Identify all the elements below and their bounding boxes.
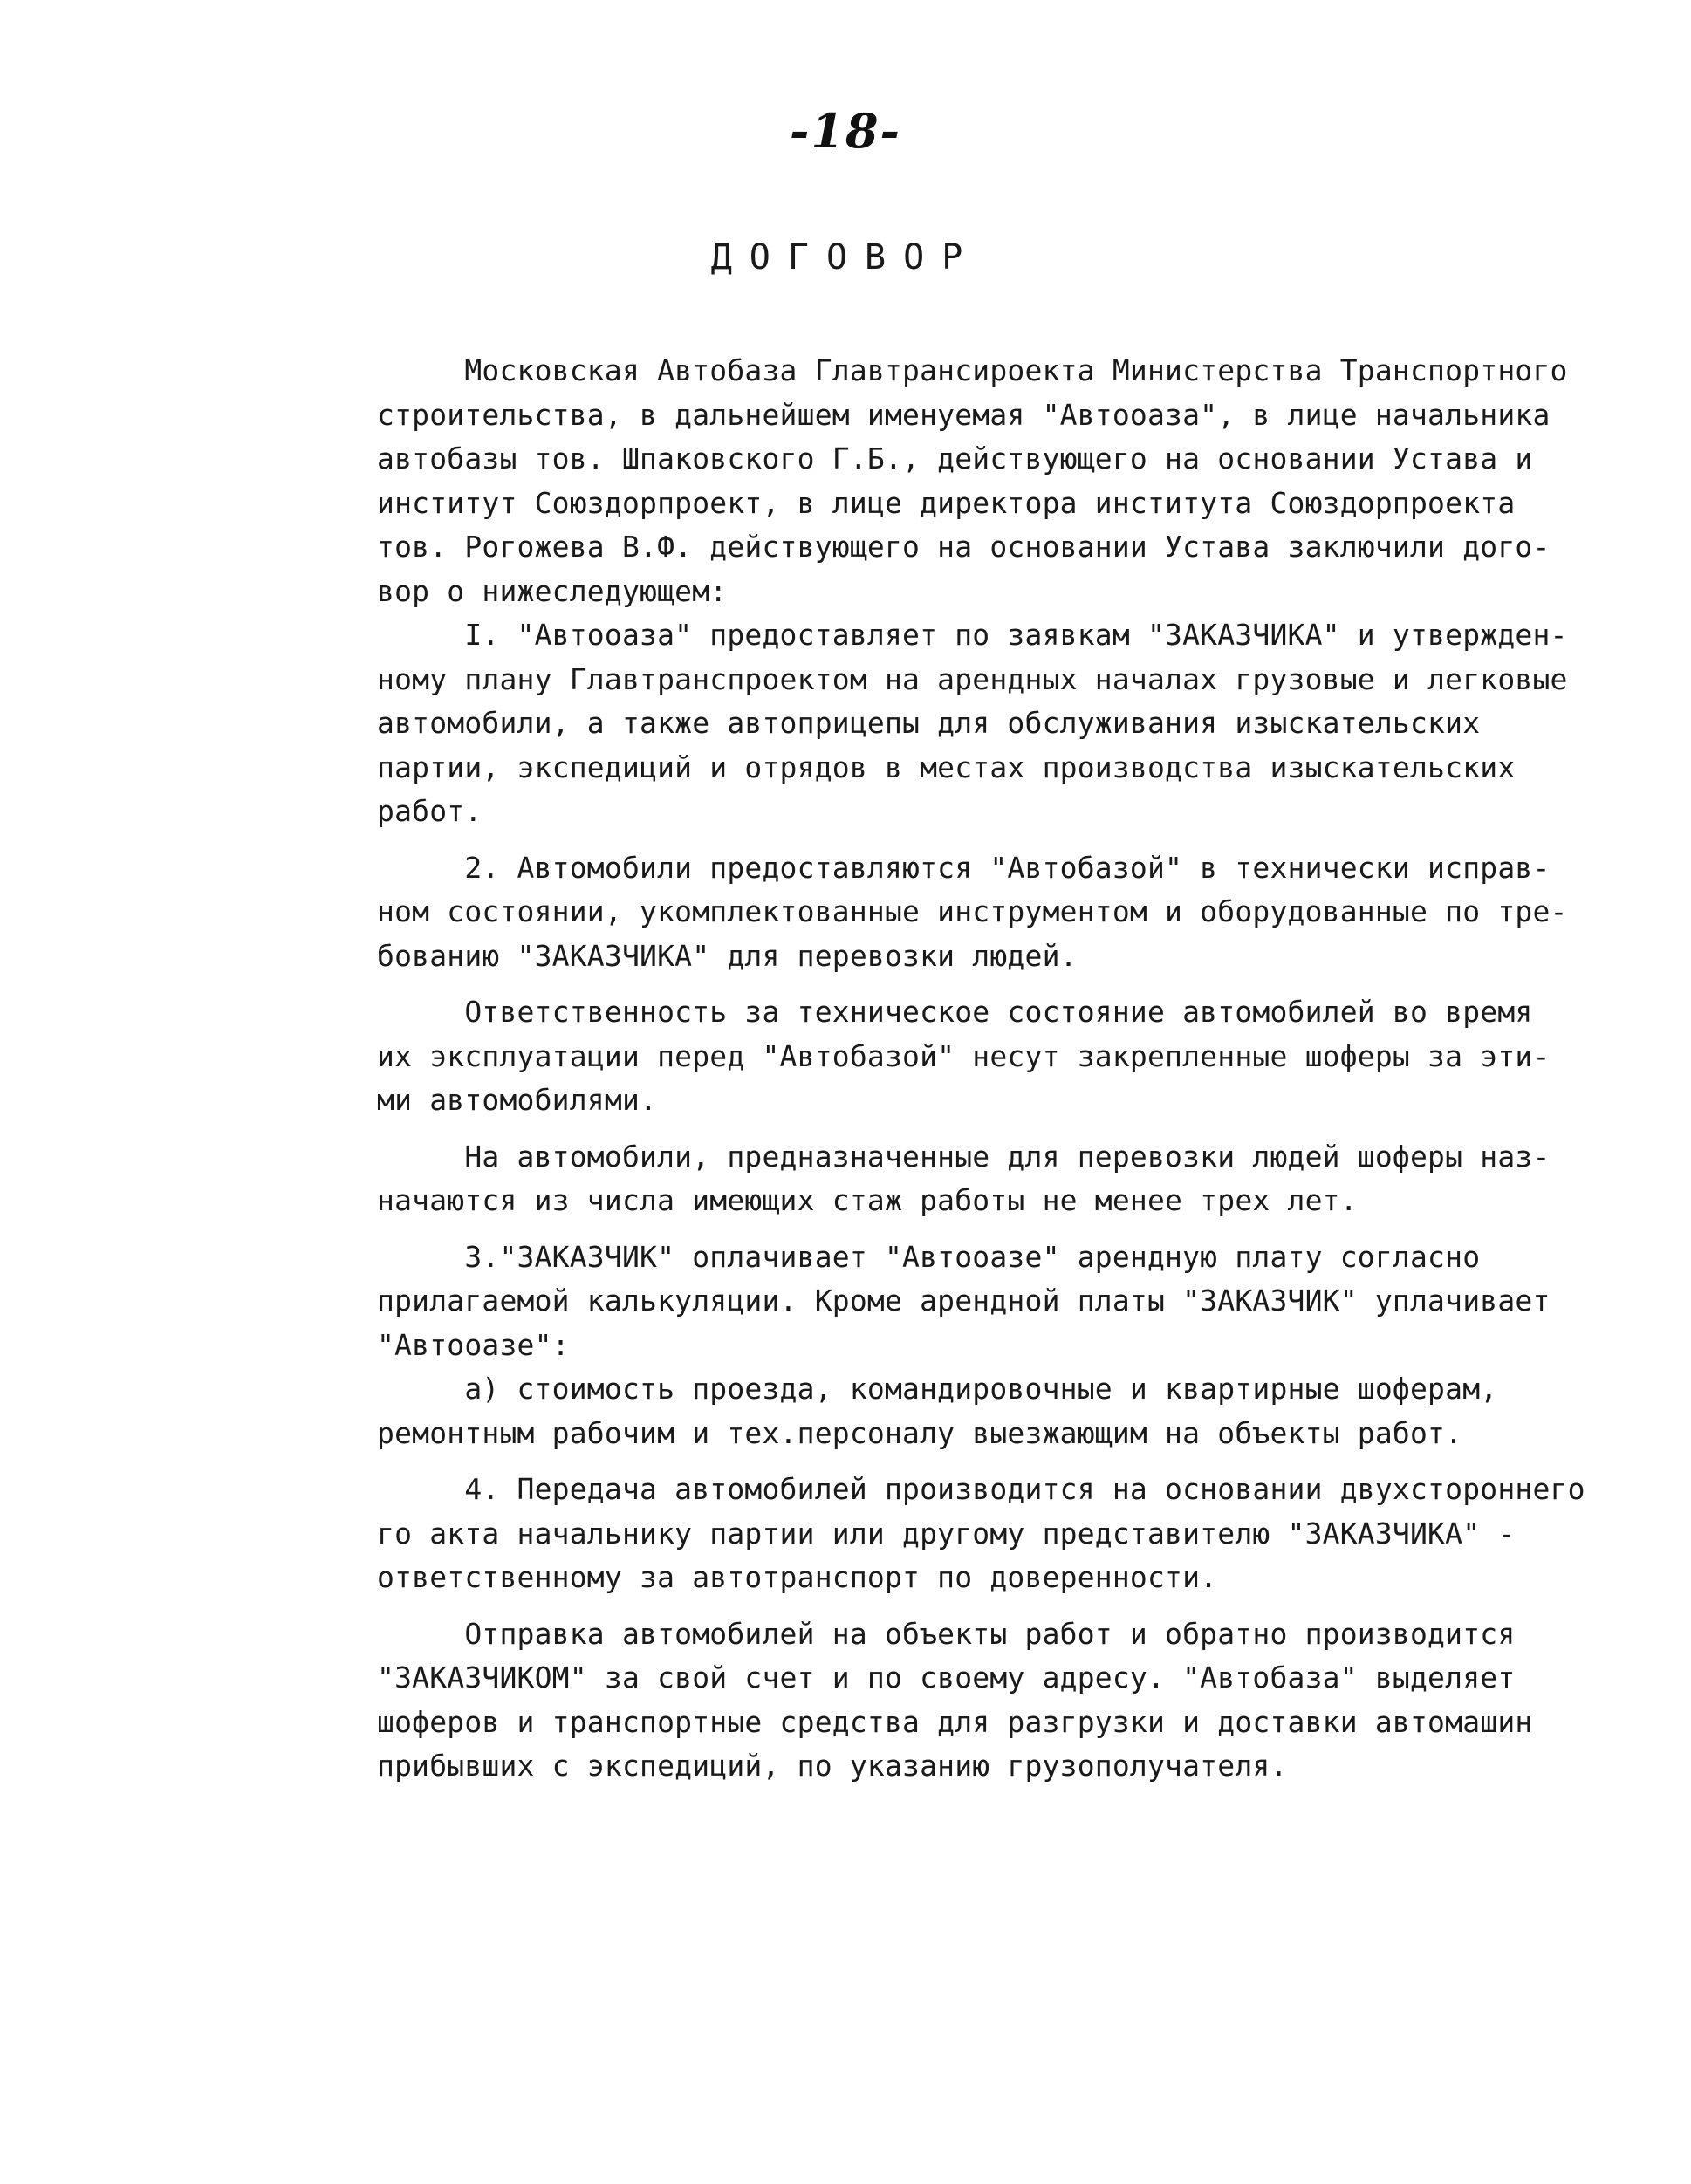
- paragraph: [377, 1612, 1581, 1789]
- text-line: На автомобили, предназначенные для перевозки людей шоферы наз-: [377, 1139, 1551, 1174]
- paragraph-gap: [377, 1600, 1581, 1612]
- paragraph: [377, 846, 1581, 979]
- text-line: а) стоимость проезда, командировочные и квартирные шоферам,: [377, 1372, 1498, 1406]
- text-line: "ЗАКАЗЧИКОМ" за свой счет и по своему адресу. "Автобаза" выделяет: [377, 1660, 1516, 1694]
- text-line: тов. Рогожева В.Ф. действующего на основании Устава заключили дого-: [377, 530, 1551, 564]
- paragraph: [377, 1468, 1585, 1600]
- page-number: -18-: [790, 103, 901, 159]
- paragraph-gap: [377, 834, 1581, 846]
- paragraph-gap: [377, 1123, 1581, 1135]
- text-line: шоферов и транспортные средства для разгрузки и доставки автомашин: [377, 1704, 1533, 1739]
- text-line: автобазы тов. Шпаковского Г.Б., действующего на основании Устава и: [377, 442, 1533, 476]
- text-line: партии, экспедиций и отрядов в местах производства изыскательских: [377, 750, 1516, 784]
- text-line: их эксплуатации перед "Автобазой" несут закрепленные шоферы за эти-: [377, 1038, 1551, 1073]
- text-line: работ.: [377, 794, 483, 828]
- paragraph-gap: [377, 1223, 1581, 1236]
- text-line: ному плану Главтранспроектом на арендных началах грузовые и легковые: [377, 661, 1568, 696]
- text-line: строительства, в дальнейшем именуемая "Автооаза", в лице начальника: [377, 397, 1551, 432]
- text-line: ответственному за автотранспорт по доверенности.: [377, 1560, 1218, 1594]
- paragraph-gap: [377, 1455, 1581, 1468]
- text-line: ремонтным рабочим и тех.персоналу выезжающим на объекты работ.: [377, 1415, 1463, 1450]
- text-line: "Автооазе":: [377, 1327, 570, 1362]
- text-line: 2. Автомобили предоставляются "Автобазой" в технически исправ-: [377, 850, 1551, 885]
- text-line: 4. Передача автомобилей производится на основании двухстороннего: [377, 1472, 1585, 1506]
- document-title: ДОГОВОР: [710, 237, 981, 277]
- text-line: автомобили, а также автоприцепы для обслуживания изыскательских: [377, 706, 1481, 740]
- paragraph-gap: [377, 978, 1581, 990]
- text-line: Московская Автобаза Главтрансироекта Министерства Транспортного: [377, 353, 1568, 387]
- paragraph: [377, 1367, 1581, 1455]
- paragraph: [377, 1135, 1581, 1223]
- text-line: прилагаемой калькуляции. Кроме арендной платы "ЗАКАЗЧИК" уплачивает: [377, 1284, 1551, 1318]
- paragraph: [377, 613, 1581, 834]
- paragraph: [377, 349, 1581, 613]
- text-line: прибывших с экспедиций, по указанию грузополучателя.: [377, 1749, 1288, 1783]
- text-line: вор о нижеследующем:: [377, 573, 728, 608]
- text-line: ми автомобилями.: [377, 1083, 658, 1117]
- paragraph: [377, 990, 1581, 1123]
- paragraph: [377, 1236, 1581, 1368]
- text-line: I. "Автооаза" предоставляет по заявкам "ЗАКАЗЧИКА" и утвержден-: [377, 618, 1568, 652]
- text-line: Отправка автомобилей на объекты работ и обратно производится: [377, 1616, 1516, 1651]
- text-line: го акта начальнику партии или другому представителю "ЗАКАЗЧИКА" -: [377, 1516, 1516, 1551]
- text-line: бованию "ЗАКАЗЧИКА" для перевозки людей.: [377, 938, 1078, 973]
- text-line: ном состоянии, укомплектованные инструментом и оборудованные по тре-: [377, 894, 1568, 928]
- text-line: Ответственность за техническое состояние автомобилей во время: [377, 995, 1533, 1029]
- text-line: начаются из числа имеющих стаж работы не менее трех лет.: [377, 1183, 1358, 1217]
- document-body: [377, 349, 1585, 1789]
- text-line: 3."ЗАКАЗЧИК" оплачивает "Автооазе" арендную плату согласно: [377, 1239, 1481, 1274]
- text-line: институт Союздорпроект, в лице директора института Союздорпроекта: [377, 485, 1516, 520]
